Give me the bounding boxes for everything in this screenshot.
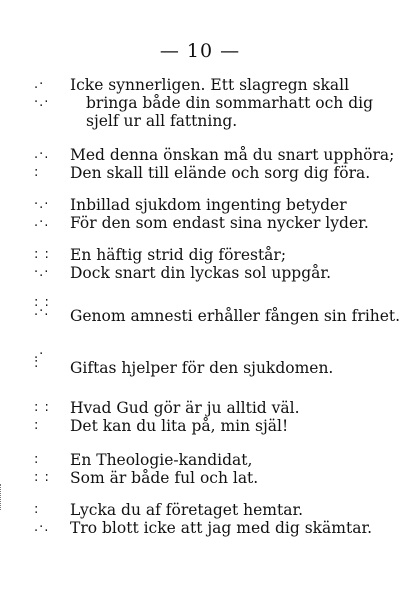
page-number: — 10 — [159,40,241,62]
verse-text: sjelf ur all fattning. [86,112,238,130]
dot-marker: ·.· [34,197,50,212]
verse-text: Den skall till elände och sorg dig föra. [70,164,371,182]
verse-line [0,347,400,378]
verse-text: Lycka du af företaget hemtar. [70,501,304,519]
dot-marker: .·. [34,147,50,162]
verse-text: Hvad Gud gör är ju alltid väl. [70,399,300,417]
dot-marker: .· : [34,347,45,371]
verse-line [0,500,400,520]
verse-line [0,163,400,183]
verse-line [0,213,400,233]
dot-marker: : : [34,400,50,415]
verse-line [0,450,400,470]
verse-line [0,468,400,488]
dot-marker: ·.· [34,265,50,280]
verse-text: Det kan du lita på, min själ! [70,417,289,435]
verse-line [0,145,400,165]
verse-text: Giftas hjelper för den sjukdomen. [70,359,334,377]
dot-marker: : : [34,247,50,262]
dot-marker: : [34,452,40,467]
verse-text: Inbillad sjukdom ingenting betyder [70,196,347,214]
verse-line [0,295,400,326]
verse-text: En häftig strid dig förestår; [70,246,287,264]
verse-text: Tro blott icke att jag med dig skämtar. [70,519,373,537]
verse-line [0,518,400,538]
verse-text: Icke synnerligen. Ett slagregn skall [70,76,350,94]
dot-marker: : [34,418,40,433]
verse-text: För den som endast sina nycker lyder. [70,214,369,232]
verse-line [0,398,400,418]
verse-text: En Theologie-kandidat, [70,451,253,469]
verse-line [0,111,400,131]
verse-line [0,245,400,265]
dot-marker: .·. [34,215,50,230]
verse-text: Dock snart din lyckas sol uppgår. [70,264,331,282]
dot-marker: .· [34,77,45,92]
verse-line [0,195,400,215]
verse-line [0,75,400,95]
verse-text: Med denna önskan må du snart upphöra; [70,146,395,164]
dot-marker: : [34,502,40,517]
verse-line [0,263,400,283]
verse-text: bringa både din sommarhatt och dig [86,94,373,112]
verse-line [0,416,400,436]
verse-line [0,93,400,113]
dot-marker: : : .·. [34,295,50,319]
dot-marker: .·. [34,520,50,535]
dot-marker: ·.· [34,95,50,110]
verse-text: Genom amnesti erhåller fången sin frihet. [70,307,400,325]
dot-marker: : [34,165,40,180]
verse-text: Som är både ful och lat. [70,469,259,487]
page-edge-binding-mark [0,484,4,510]
dot-marker: : : [34,470,50,485]
